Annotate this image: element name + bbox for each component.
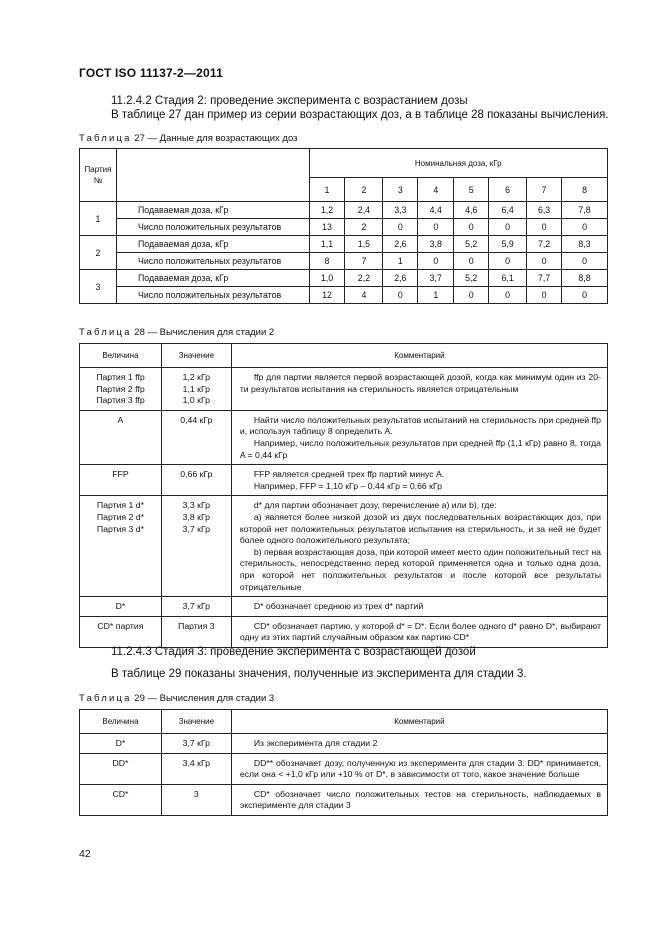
table27-cell: 0 [454, 287, 489, 304]
table27-row [80, 219, 608, 236]
comment-cell [231, 368, 607, 411]
table28-caption-prefix: Таблица [79, 327, 132, 338]
table27-cell: 8,3 [562, 236, 608, 253]
dose-number: 1 [309, 178, 345, 202]
value-line: 1,2 кГр [182, 372, 211, 382]
table27-cell: 1,2 [309, 202, 345, 219]
value-cell [161, 496, 231, 597]
table27-cell: 3,3 [383, 202, 418, 219]
comment-paragraph: d* для партии обозначает дозу, перечисление a) или b), где: [253, 500, 497, 511]
table27-cell: 4 [345, 287, 383, 304]
table27-cell: 1,1 [309, 236, 345, 253]
table29-row [80, 753, 608, 784]
table28-row [80, 496, 608, 597]
comment-cell [231, 753, 607, 784]
dose-number: 5 [454, 178, 489, 202]
table27-cell: 0 [454, 219, 489, 236]
table27 [79, 148, 608, 304]
table28-header-comment: Комментарий [231, 344, 607, 368]
batch-number: 3 [80, 270, 117, 304]
comment-cell [231, 734, 607, 754]
table27-body [80, 202, 608, 304]
quantity-cell [80, 753, 162, 784]
table27-cell: 0 [383, 287, 418, 304]
quantity-cell [80, 496, 162, 597]
table27-cell: 2,6 [383, 270, 418, 287]
table27-cell: 2,2 [345, 270, 383, 287]
comment-cell [231, 597, 607, 617]
table27-cell: 3,8 [418, 236, 454, 253]
quantity-line: CD* партия [97, 620, 144, 631]
quantity-line: Партия 3 d* [96, 523, 144, 534]
table27-cell: 5,2 [454, 270, 489, 287]
table27-cell: 7,2 [527, 236, 562, 253]
comment-paragraph: CD* обозначает число положительных тестов на стерильность, наблюдаемых в эксперименте для стадии 3 [239, 788, 601, 811]
table29-caption [79, 693, 274, 704]
value-cell [161, 368, 231, 411]
section-heading-11-2-4-2: 11.2.4.2 Стадия 2: проведение эксперимента с возрастанием дозы [111, 95, 468, 107]
quantity-line: A [117, 414, 124, 425]
row-label: Число положительных результатов [116, 253, 309, 270]
table27-row [80, 236, 608, 253]
table27-cell: 0 [562, 219, 608, 236]
quantity-line: CD* [112, 788, 129, 799]
value-line: 3,4 кГр [182, 757, 211, 768]
table27-cell: 2,6 [383, 236, 418, 253]
batch-number: 2 [80, 236, 117, 270]
table28-body [80, 368, 608, 648]
quantity-cell [80, 410, 162, 464]
comment-paragraph: FFP является средней трех ffp партий минус A. [253, 469, 445, 480]
section-heading-11-2-4-3: 11.2.4.3 Стадия 3: проведение эксперимента с возрастающей дозой [111, 646, 476, 658]
value-line: 3,7 кГр [182, 601, 211, 612]
value-cell [161, 753, 231, 784]
row-label: Подаваемая доза, кГр [116, 202, 309, 219]
comment-paragraph: Например, число положительных результатов при средней ffp (1,1 кГр) равно 8, тогда A = 0,44 кГр [239, 437, 601, 460]
value-line: 0,44 кГр [180, 414, 213, 425]
table27-cell: 2,4 [345, 202, 383, 219]
table28-header-meaning: Значение [161, 344, 231, 368]
table27-caption [79, 133, 298, 144]
value-line: Партия 3 [178, 620, 215, 631]
row-label: Число положительных результатов [116, 219, 309, 236]
table29-caption-prefix: Таблица [79, 693, 132, 704]
table27-row [80, 202, 608, 219]
table28-row [80, 368, 608, 411]
comment-paragraph: Из эксперимента для стадии 2 [253, 738, 378, 748]
table27-cell: 13 [309, 219, 345, 236]
value-cell [161, 597, 231, 617]
dose-number: 8 [562, 178, 608, 202]
comment-paragraph: D* обозначает среднюю из трех d* партий [253, 601, 424, 612]
table28-row [80, 410, 608, 464]
comment-cell [231, 784, 607, 815]
table29-row [80, 784, 608, 815]
table27-cell: 8 [309, 253, 345, 270]
table29-header-meaning: Значение [161, 710, 231, 734]
quantity-line: DD* [112, 757, 129, 768]
quantity-cell [80, 616, 162, 647]
quantity-cell [80, 368, 162, 411]
table27-row [80, 270, 608, 287]
table29-header-row [80, 710, 608, 734]
dose-number: 4 [418, 178, 454, 202]
row-label: Подаваемая доза, кГр [116, 236, 309, 253]
value-line: 3,3 кГр [182, 500, 211, 511]
table27-cell: 12 [309, 287, 345, 304]
table27-cell: 1,0 [309, 270, 345, 287]
table27-cell: 7,7 [527, 270, 562, 287]
comment-paragraph: b) первая возрастающая доза, при которой имеет место один положительный тест на стерильность, непосредственно перед которой применяется одна и только одна доза, при которой нет положительных результатов и после которой все результаты отрицательные [239, 546, 601, 592]
value-line: 1,1 кГр [182, 383, 211, 394]
table27-cell: 0 [454, 253, 489, 270]
table27-cell: 2 [345, 219, 383, 236]
table29-header-value: Величина [80, 710, 162, 734]
quantity-cell [80, 465, 162, 496]
value-line: 3,7 кГр [182, 523, 211, 534]
table27-cell: 1 [383, 253, 418, 270]
table27-row [80, 253, 608, 270]
table28-caption-text: 28 — Вычисления для стадии 2 [131, 327, 275, 338]
value-line: 1,0 кГр [182, 395, 211, 406]
document-header: ГОСТ ISO 11137-2—2011 [79, 66, 223, 80]
table27-cell: 0 [562, 253, 608, 270]
value-cell [161, 734, 231, 754]
comment-paragraph: DD** обозначает дозу, полученную из эксперимента для стадии 3. DD* принимается, если она < +1,0 кГр или +10 % от D*, в зависимости от того, какое значение больше [239, 757, 601, 780]
quantity-line: Партия 3 ffp [96, 395, 145, 406]
row-label: Подаваемая доза, кГр [116, 270, 309, 287]
table27-cell: 7,8 [562, 202, 608, 219]
table28-row [80, 597, 608, 617]
table27-row [80, 287, 608, 304]
comment-paragraph: CD* обозначает партию, у которой d* = D*. Если более одного d* равно D*, выбирают одну из этих партий случайным образом как партию CD* [239, 620, 601, 643]
quantity-line: D* [115, 738, 126, 748]
batch-number: 1 [80, 202, 117, 236]
quantity-cell [80, 597, 162, 617]
table27-cell: 0 [527, 287, 562, 304]
quantity-line: Партия 2 d* [96, 511, 144, 522]
table27-caption-text: 27 — Данные для возрастающих доз [131, 133, 298, 144]
table27-cell: 7 [345, 253, 383, 270]
table27-cell: 0 [418, 219, 454, 236]
value-line: 3,8 кГр [182, 511, 211, 522]
table27-cell: 4,4 [418, 202, 454, 219]
comment-paragraph: ffp для партии является первой возрастающей дозой, когда как минимум один из 20-ти результатов испытания на стерильность является отрицательным [239, 372, 601, 394]
dose-number: 3 [383, 178, 418, 202]
quantity-cell [80, 734, 162, 754]
value-line: 3 [193, 788, 199, 799]
dose-number: 2 [345, 178, 383, 202]
table27-header-batch: Партия № [80, 149, 117, 202]
table28-row [80, 616, 608, 647]
table27-cell: 6,4 [489, 202, 527, 219]
table27-header-blank [116, 149, 309, 202]
value-cell [161, 616, 231, 647]
value-cell [161, 465, 231, 496]
table29-header-comment: Комментарий [231, 710, 607, 734]
quantity-line: Партия 1 ffp [96, 372, 145, 382]
comment-cell [231, 410, 607, 464]
table27-caption-prefix: Таблица [79, 133, 132, 144]
page-number: 42 [79, 848, 91, 860]
value-line: 0,66 кГр [180, 469, 213, 480]
comment-paragraph: a) является более низкой дозой из двух последовательных возрастающих доз, при которой нет положительных результатов испытания на стерильность, и за ней не будет более одного положительного результата; [239, 511, 601, 546]
table27-cell: 1 [418, 287, 454, 304]
table27-cell: 5,2 [454, 236, 489, 253]
table27-cell: 6,1 [489, 270, 527, 287]
dose-number: 6 [489, 178, 527, 202]
table27-header-nominal: Номинальная доза, кГр [309, 149, 607, 178]
table28 [79, 343, 608, 648]
comment-cell [231, 616, 607, 647]
table27-cell: 0 [418, 253, 454, 270]
table27-cell: 0 [489, 219, 527, 236]
value-line: 3,7 кГр [182, 738, 211, 748]
quantity-line: D* [115, 601, 126, 612]
table27-cell: 0 [527, 253, 562, 270]
table27-cell: 0 [489, 253, 527, 270]
table27-cell: 6,3 [527, 202, 562, 219]
table27-cell: 0 [562, 287, 608, 304]
table27-cell: 8,8 [562, 270, 608, 287]
quantity-line: FFP [112, 469, 129, 480]
section-intro-11-2-4-2: В таблице 27 дан пример из серии возрастающих доз, а в таблице 28 показаны вычисления. [111, 109, 609, 121]
quantity-line: Партия 1 d* [96, 500, 144, 511]
table27-cell: 4,6 [454, 202, 489, 219]
table28-caption [79, 327, 274, 338]
dose-number: 7 [527, 178, 562, 202]
row-label: Число положительных результатов [116, 287, 309, 304]
quantity-line: Партия 2 ffp [96, 383, 145, 394]
table27-cell: 0 [489, 287, 527, 304]
table29-row [80, 734, 608, 754]
table29-body [80, 734, 608, 816]
table27-cell: 0 [383, 219, 418, 236]
table27-cell: 3,7 [418, 270, 454, 287]
table27-cell: 0 [527, 219, 562, 236]
comment-cell [231, 496, 607, 597]
table29 [79, 709, 608, 816]
table29-caption-text: 29 — Вычисления для стадии 3 [131, 693, 275, 704]
table28-header-value: Величина [80, 344, 162, 368]
comment-paragraph: Найти число положительных результатов испытаний на стерильность при средней ffp и, используя таблицу 8 определить A. [239, 414, 601, 437]
comment-paragraph: Например, FFP = 1,10 кГр – 0,44 кГр = 0,66 кГр [253, 480, 442, 491]
table28-row [80, 465, 608, 496]
value-cell [161, 410, 231, 464]
comment-cell [231, 465, 607, 496]
section-intro-11-2-4-3: В таблице 29 показаны значения, полученные из эксперимента для стадии 3. [111, 668, 527, 680]
table27-cell: 5,9 [489, 236, 527, 253]
value-cell [161, 784, 231, 815]
table28-header-row [80, 344, 608, 368]
quantity-cell [80, 784, 162, 815]
table27-cell: 1,5 [345, 236, 383, 253]
